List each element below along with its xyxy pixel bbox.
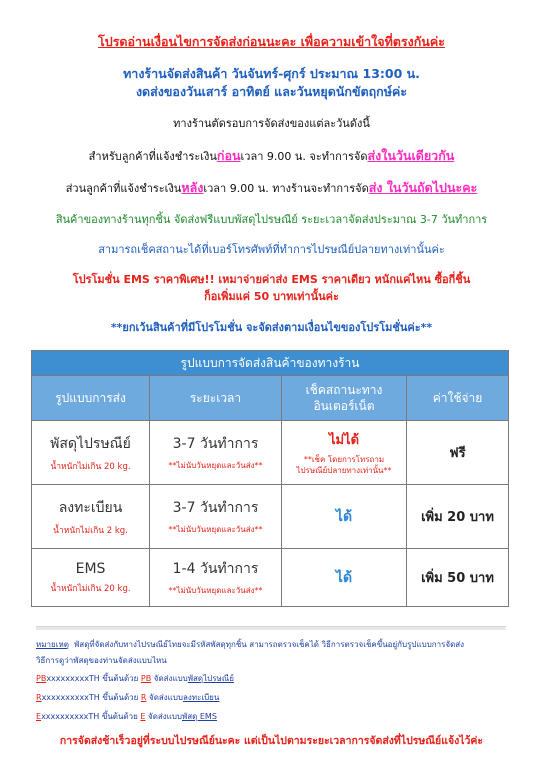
- no-delivery-days: งดส่งของวันเสาร์ อาทิตย์ และวันหยุดนักขัตฤกษ์ค่ะ: [135, 84, 408, 99]
- col-cost: ค่าใช้จ่าย: [407, 376, 509, 421]
- method-cell: EMS น้ำหนักไม่เกิน 20 kg.: [32, 549, 150, 607]
- table-row: [32, 549, 509, 607]
- footer-last: การจัดส่งช้าเร็วอยู่ที่ระบบไปรษณีย์นะคะ แต่เป็นไปตามระยะเวลาการจัดส่งที่ไปรษณีย์แจ้งไว้ค่ะ: [59, 735, 484, 747]
- duration-cell: 1-4 วันทำการ **ไม่นับวันหยุดและวันส่ง**: [150, 549, 282, 607]
- col-tracking: เช็คสถานะทาง อินเตอร์เน็ต: [282, 376, 407, 421]
- cost-cell: ฟรี: [407, 421, 509, 485]
- duration-cell: 3-7 วันทำการ **ไม่นับวันหยุดและวันส่ง**: [150, 421, 282, 485]
- cost-cell: เพิ่ม 50 บาท: [407, 549, 509, 607]
- col-duration: ระยะเวลา: [150, 376, 282, 421]
- table-title: รูปแบบการจัดส่งสินค้าของทางร้าน: [32, 351, 509, 376]
- shipping-table: [31, 350, 509, 607]
- code-r: RxxxxxxxxxxTH ขึ้นต้นด้วย R จัดส่งแบบลงทะเบียน: [36, 693, 220, 702]
- footer-note: หมายเหตุ พัสดุที่จัดส่งกับทางไปรษณีย์ไทยจะมีรหัสพัสดุทุกชิ้น สามารถตรวจเช็คได้ วิธีการตรวจเช็คขึ้นอยู่กับรูปแบบการจัดส่ง: [36, 640, 465, 649]
- tracking-info: สามารถเช็คสถานะได้ที่เบอร์โทรศัพท์ที่ทำการไปรษณีย์ปลายทางเท่านั้นค่ะ: [98, 243, 445, 256]
- table-row: [32, 485, 509, 549]
- duration-cell: 3-7 วันทำการ **ไม่นับวันหยุดและวันส่ง**: [150, 485, 282, 549]
- method-cell: ลงทะเบียน น้ำหนักไม่เกิน 2 kg.: [32, 485, 150, 549]
- tracking-cell: ได้: [282, 549, 407, 607]
- col-method: รูปแบบการส่ง: [32, 376, 150, 421]
- table-row: [32, 421, 509, 485]
- cost-cell: เพิ่ม 20 บาท: [407, 485, 509, 549]
- cutoff-intro: ทางร้านตัดรอบการจัดส่งของแต่ละวันดังนี้: [173, 117, 370, 130]
- promo-exception: **ยกเว้นสินค้าที่มีโปรโมชั่น จะจัดส่งตามเงื่อนไขของโปรโมชั่นค่ะ**: [110, 321, 433, 334]
- footer-howto: วิธีการดูว่าพัสดุของท่านจัดส่งแบบไหน: [36, 656, 167, 665]
- tracking-cell: ไม่ได้ **เช็ค โดยการโทรถาม ไปรษณีย์ปลายทางเท่านั้น**: [282, 421, 407, 485]
- tracking-cell: ได้: [282, 485, 407, 549]
- cutoff-before: สำหรับลูกค้าที่แจ้งชำระเงินก่อนเวลา 9.00 น. จะทำการจัดส่งในวันเดียวกัน: [88, 148, 455, 163]
- ems-promo-price: ก็อเพิ่มแค่ 50 บาทเท่านั้นค่ะ: [204, 290, 339, 303]
- divider: [36, 626, 506, 630]
- ems-promo: โปรโมชั่น EMS ราคาพิเศษ!! เหมาจ่ายค่าส่ง EMS ราคาเดียว หนักแค่ไหน ซื้อกี่ชิ้น: [72, 273, 471, 286]
- cutoff-after: ส่วนลูกค้าที่แจ้งชำระเงินหลังเวลา 9.00 น. ทางร้านจะทำการจัดส่ง ในวันถัดไปนะคะ: [65, 180, 478, 195]
- code-e: ExxxxxxxxxxTH ขึ้นต้นด้วย E จัดส่งแบบพัสดุ EMS: [36, 712, 217, 721]
- notice-heading: โปรดอ่านเงื่อนไขการจัดส่งก่อนนะคะ เพื่อความเข้าใจที่ตรงกันค่ะ: [98, 34, 445, 49]
- code-pb: PBxxxxxxxxxTH ขึ้นต้นด้วย PB จัดส่งแบบพัสดุไปรษณีย์: [36, 674, 234, 683]
- method-cell: พัสดุไปรษณีย์ น้ำหนักไม่เกิน 20 kg.: [32, 421, 150, 485]
- free-shipping-info: สินค้าของทางร้านทุกชิ้น จัดส่งฟรีแบบพัสดุไปรษณีย์ ระยะเวลาจัดส่งประมาณ 3-7 วันทำการ: [55, 213, 488, 226]
- delivery-days: ทางร้านจัดส่งสินค้า วันจันทร์-ศุกร์ ประมาณ 13:00 น.: [123, 66, 420, 81]
